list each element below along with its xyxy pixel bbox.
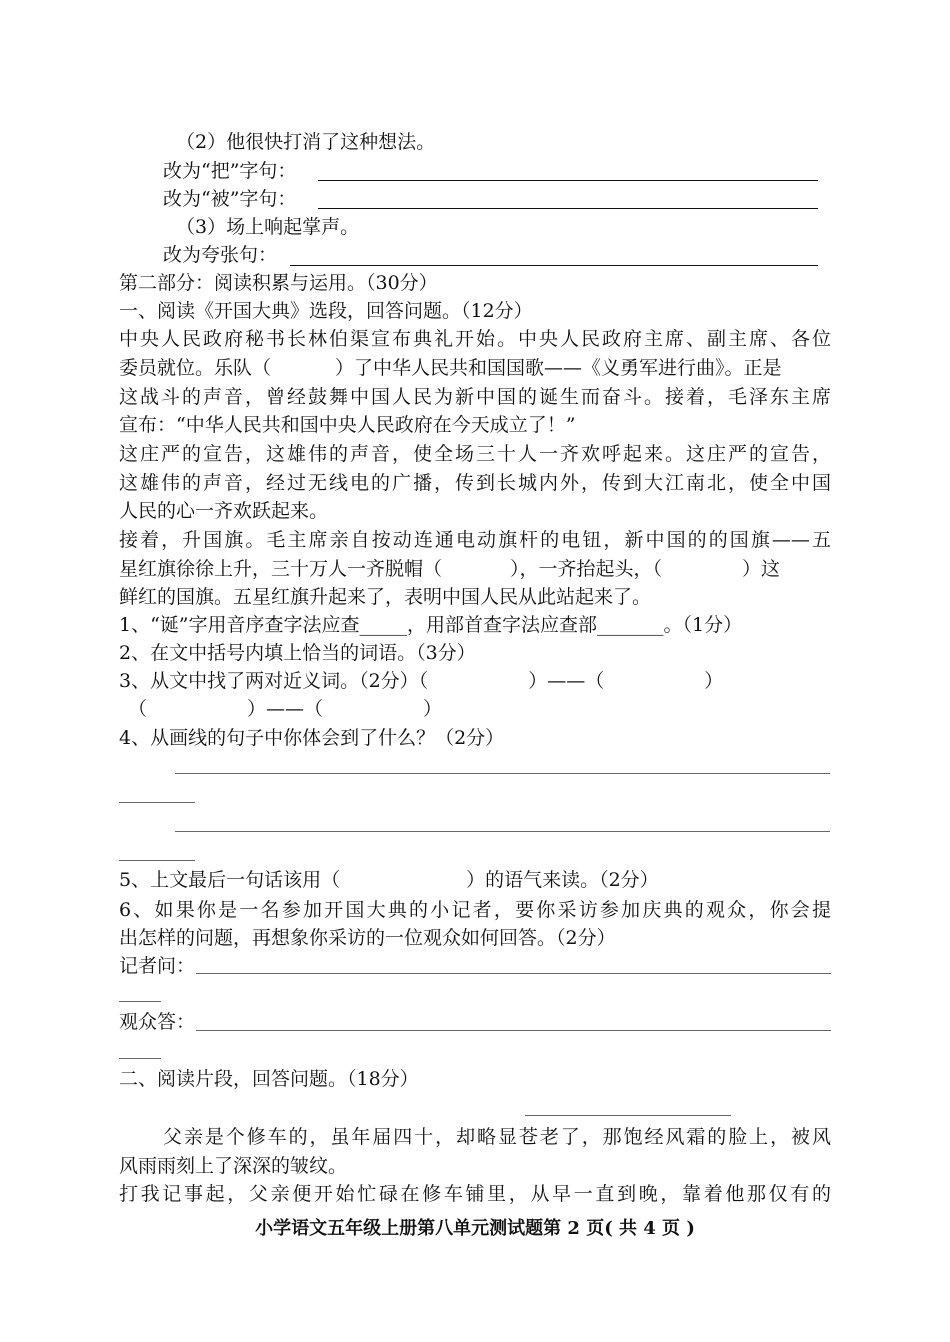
reading-paragraph: 风雨雨刻上了深深的皱纹。 [119,1155,348,1177]
question-2-fill: 2、在文中括号内填上恰当的词语。（3分） [119,642,476,664]
audience-label: 观众答： [119,1011,196,1033]
passage-line: 这战斗的声音，曾经鼓舞中国人民为新中国的诞生而奋斗。接着，毛泽东主席 [119,386,831,408]
ba-answer-line[interactable] [318,180,818,181]
part2-heading: 第二部分：阅读积累与运用。（30分） [119,272,438,294]
reporter-answer-line[interactable] [119,1001,161,1002]
answer-line[interactable] [175,773,830,774]
question-6-cont: 出怎样的问题，再想象你采访的一位观众如何回答。（2分） [119,927,616,949]
question-2: （2）他很快打消了这种想法。 [176,131,436,153]
question-3-synonyms: 3、从文中找了两对近义词。（2分）（ ）——（ ） [119,670,724,692]
question-6: 6、如果你是一名参加开国大典的小记者，要你采访参加庆典的观众，你会提 [119,899,831,921]
exaggeration-answer-line[interactable] [290,265,818,266]
ba-sentence-label: 改为“把”字句： [163,160,297,182]
answer-line[interactable] [119,860,195,861]
question-1: 1、“诞”字用音序查字法应查_____，用部首查字法应查部_______。（1分） [119,614,743,636]
question-4: 4、从画线的句子中你体会到了什么？（2分） [119,727,505,749]
reporter-label: 记者问： [119,955,196,977]
answer-line[interactable] [175,831,830,832]
title-blank-line[interactable] [525,1115,731,1116]
passage-line: 星红旗徐徐上升，三十万人一齐脱帽（ ），一齐抬起头，（ ）这 [119,558,781,580]
passage-line: 这庄严的宣告，这雄伟的声音，使全场三十人一齐欢呼起来。这庄严的宣告， [119,443,831,465]
passage-line: 鲜红的国旗。五星红旗升起来了，表明中国人民从此站起来了。 [119,586,652,608]
passage-line: 委员就位。乐队（ ）了中华人民共和国国歌——《义勇军进行曲》。正是 [119,357,782,379]
blank[interactable]: _______ [597,614,664,636]
exaggeration-label: 改为夸张句： [163,244,278,266]
reading-paragraph: 父亲是个修车的，虽年届四十，却略显苍老了，那饱经风霜的脸上，被风 [163,1126,831,1148]
reporter-answer-line[interactable] [196,973,831,974]
question-3-synonyms-second: （ ）——（ ） [128,698,443,720]
reading-paragraph: 打我记事起，父亲便开始忙碌在修车铺里，从早一直到晚，靠着他那仅有的 [119,1183,831,1205]
audience-answer-line[interactable] [119,1058,161,1059]
passage-line: 宣布：“中华人民共和国中央人民政府在今天成立了！” [119,414,576,436]
section1-heading: 一、阅读《开国大典》选段，回答问题。（12分） [119,300,533,322]
question-3: （3）场上响起掌声。 [176,216,360,238]
passage-line: 接着，升国旗。毛主席亲自按动连通电动旗杆的电钮，新中国的的国旗——五 [119,529,831,551]
passage-line: 人民的心一齐欢跃起来。 [119,500,329,522]
bei-sentence-label: 改为“被”字句： [163,188,297,210]
page-footer: 小学语文五年级上册第八单元测试题第 2 页( 共 4 页 ) [255,1218,695,1239]
passage-line: 中央人民政府秘书长林伯渠宣布典礼开始。中央人民政府主席、副主席、各位 [119,328,831,350]
question-5: 5、上文最后一句话该用（ ）的语气来读。（2分） [119,869,659,891]
audience-answer-line[interactable] [196,1030,831,1031]
answer-line[interactable] [119,802,195,803]
blank[interactable]: _____ [359,614,408,636]
bei-answer-line[interactable] [318,208,818,209]
section2-heading: 二、阅读片段，回答问题。（18分） [119,1068,419,1090]
passage-line: 这雄伟的声音，经过无线电的广播，传到长城内外，传到大江南北，使全中国 [119,472,831,494]
